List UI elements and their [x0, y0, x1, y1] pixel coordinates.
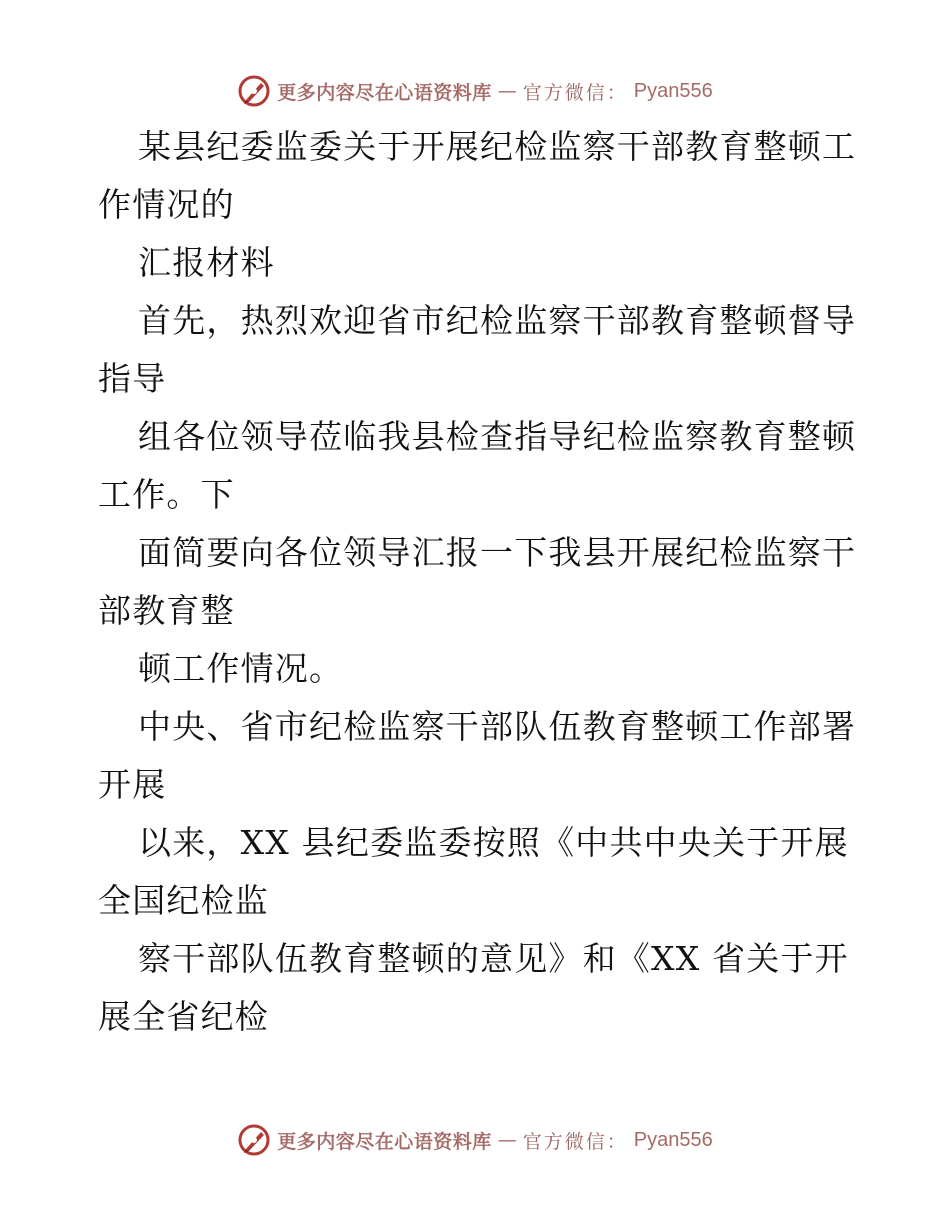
text-line: 某县纪委监委关于开展纪检监察干部教育整顿工 — [138, 127, 857, 166]
text-line: 组各位领导莅临我县检查指导纪检监察教育整顿 — [138, 417, 857, 456]
text-line: 面简要向各位领导汇报一下我县开展纪检监察干 — [138, 533, 857, 572]
quill-pen-circle-icon — [237, 1123, 271, 1157]
text-line: 展全省纪检 — [98, 997, 269, 1036]
watermark-text: 更多内容尽在心语资料库 — [277, 81, 492, 104]
text-line: 以来，XX 县纪委监委按照《中共中央关于开展 — [138, 823, 849, 862]
header-watermark — [0, 73, 950, 109]
watermark-label: 官方微信： — [522, 1130, 628, 1153]
watermark-separator: — — [497, 1129, 517, 1151]
watermark-id: Pyan556 — [633, 1128, 713, 1151]
text-line: 汇报材料 — [138, 243, 275, 282]
footer-watermark — [0, 1122, 950, 1158]
watermark-label: 官方微信： — [522, 81, 628, 104]
text-line: 工作。下 — [98, 475, 235, 514]
watermark-id: Pyan556 — [633, 79, 713, 102]
text-line: 全国纪检监 — [98, 881, 269, 920]
quill-pen-circle-icon — [237, 74, 271, 108]
text-line: 指导 — [98, 359, 167, 398]
text-line: 首先，热烈欢迎省市纪检监察干部教育整顿督导 — [138, 301, 857, 340]
text-line: 作情况的 — [98, 185, 235, 224]
text-line: 开展 — [98, 765, 167, 804]
document-body — [98, 118, 858, 1046]
watermark-text: 更多内容尽在心语资料库 — [277, 1130, 492, 1153]
watermark-separator: — — [497, 80, 517, 102]
text-line: 中央、省市纪检监察干部队伍教育整顿工作部署 — [138, 707, 857, 746]
text-line: 顿工作情况。 — [138, 649, 344, 688]
text-line: 察干部队伍教育整顿的意见》和《XX 省关于开 — [138, 939, 849, 978]
text-line: 部教育整 — [98, 591, 235, 630]
